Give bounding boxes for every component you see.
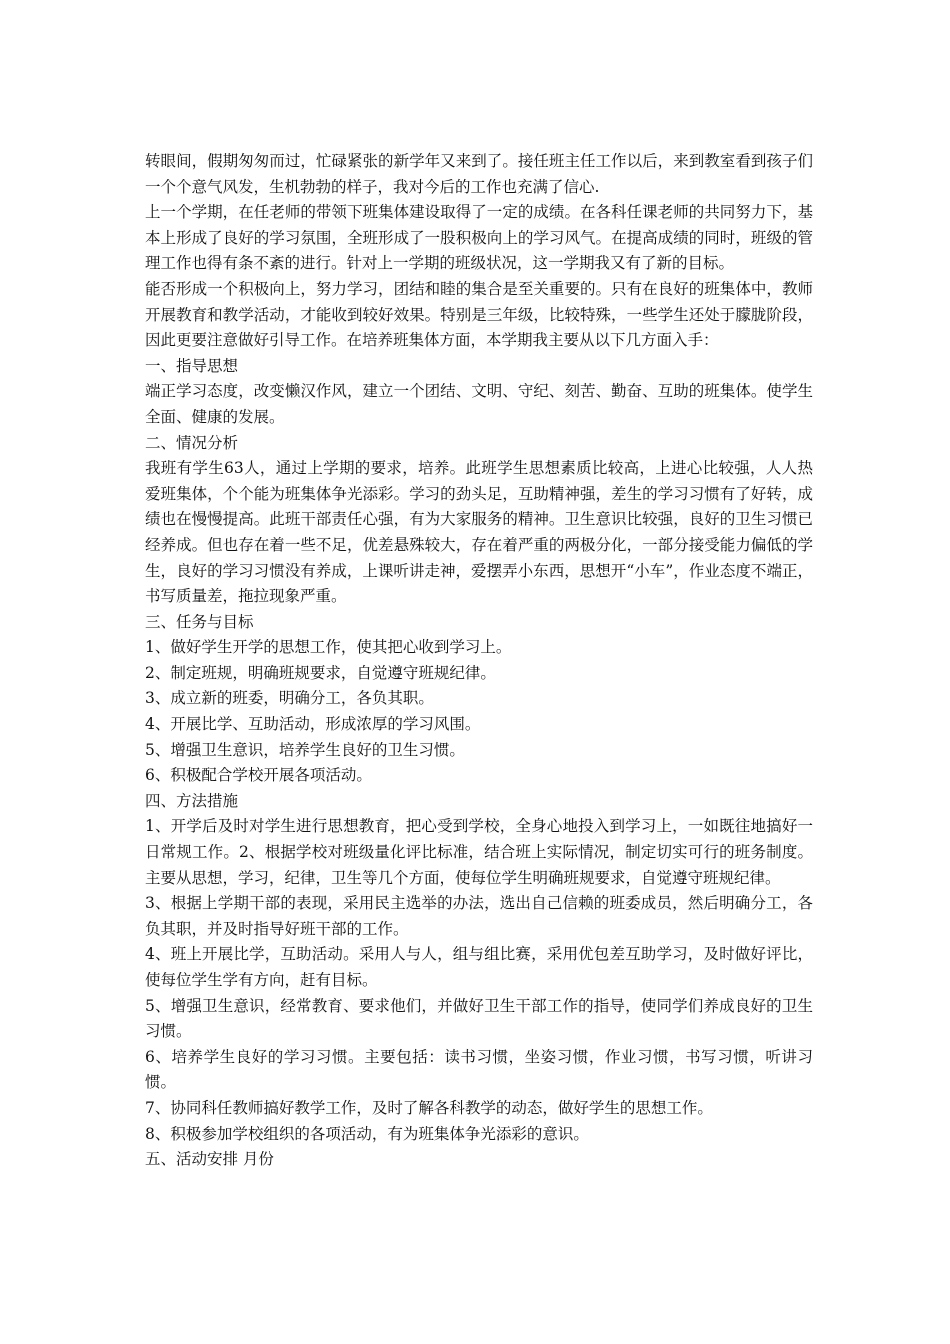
list-item-goal-2: 2、制定班规，明确班规要求，自觉遵守班规纪律。 xyxy=(145,663,496,682)
list-item-goal-1: 1、做好学生开学的思想工作，使其把心收到学习上。 xyxy=(145,638,512,657)
paragraph-intro: 转眼间，假期匆匆而过，忙碌紧张的新学年又来到了。接任班主任工作以后，来到教室看到孩子们一个个意气风发，生机勃勃的样子，我对今后的工作也充满了信心. xyxy=(145,152,813,196)
list-item-method-7: 7、协同科任教师搞好教学工作，及时了解各科教学的动态，做好学生的思想工作。 xyxy=(145,1098,713,1117)
heading-situation-analysis: 二、情况分析 xyxy=(145,433,239,452)
list-item-method-5: 5、增强卫生意识，经常教育、要求他们，并做好卫生干部工作的指导，使同学们养成良好的卫生习惯。 xyxy=(145,996,813,1041)
list-item-goal-6: 6、积极配合学校开展各项活动。 xyxy=(145,766,372,785)
list-item-method-1-2: 1、开学后及时对学生进行思想教育，把心受到学校，全身心地投入到学习上，一如既往地搞好一日常规工作。2、根据学校对班级量化评比标准，结合班上实际情况，制定切实可行的班务制度。主要从思想，学习，纪律，卫生等几个方面，使每位学生明确班规要求，自觉遵守班规纪律。 xyxy=(145,817,813,887)
heading-guiding-thought: 一、指导思想 xyxy=(145,356,239,375)
list-item-method-6: 6、培养学生良好的学习习惯。主要包括：读书习惯，坐姿习惯，作业习惯，书写习惯，听讲习惯。 xyxy=(145,1047,813,1092)
paragraph-last-term: 上一个学期，在任老师的带领下班集体建设取得了一定的成绩。在各科任课老师的共同努力下，基本上形成了良好的学习氛围，全班形成了一股积极向上的学习风气。在提高成绩的同时，班级的管理工作也得有条不紊的进行。针对上一学期的班级状况，这一学期我又有了新的目标。 xyxy=(145,203,813,273)
list-item-goal-4: 4、开展比学、互助活动，形成浓厚的学习风围。 xyxy=(145,715,481,734)
list-item-method-4: 4、班上开展比学，互助活动。采用人与人，组与组比赛，采用优包差互助学习，及时做好评比，使每位学生学有方向，赶有目标。 xyxy=(145,945,813,989)
heading-activity-schedule: 五、活动安排 月份 xyxy=(145,1150,274,1169)
heading-methods: 四、方法措施 xyxy=(145,791,239,810)
paragraph-guiding-thought: 端正学习态度，改变懒汉作风，建立一个团结、文明、守纪、刻苦、勤奋、互助的班集体。使学生全面、健康的发展。 xyxy=(145,382,813,426)
list-item-goal-5: 5、增强卫生意识，培养学生良好的卫生习惯。 xyxy=(145,740,465,759)
document-body xyxy=(145,149,813,1173)
paragraph-class-building: 能否形成一个积极向上，努力学习，团结和睦的集合是至关重要的。只有在良好的班集体中，教师开展教育和教学活动，才能收到较好效果。特别是三年级，比较特殊，一些学生还处于朦胧阶段，因此更要注意做好引导工作。在培养班集体方面，本学期我主要从以下几方面入手： xyxy=(145,279,813,350)
heading-tasks-goals: 三、任务与目标 xyxy=(145,612,254,631)
paragraph-situation-analysis: 我班有学生63人，通过上学期的要求，培养。此班学生思想素质比较高，上进心比较强，人人热爱班集体，个个能为班集体争光添彩。学习的劲头足，互助精神强，差生的学习习惯有了好转，成绩也在慢慢提高。此班干部责任心强，有为大家服务的精神。卫生意识比较强，良好的卫生习惯已经养成。但也存在着一些不足，优差悬殊较大，存在着严重的两极分化，一部分接受能力偏低的学生，良好的学习习惯没有养成，上课听讲走神，爱摆弄小东西，思想开“小车”，作业态度不端正，书写质量差，拖拉现象严重。 xyxy=(145,459,813,606)
list-item-method-8: 8、积极参加学校组织的各项活动，有为班集体争光添彩的意识。 xyxy=(145,1124,589,1143)
list-item-goal-3: 3、成立新的班委，明确分工，各负其职。 xyxy=(145,689,434,708)
list-item-method-3: 3、根据上学期干部的表现，采用民主选举的办法，选出自己信赖的班委成员，然后明确分工，各负其职，并及时指导好班干部的工作。 xyxy=(145,894,813,938)
